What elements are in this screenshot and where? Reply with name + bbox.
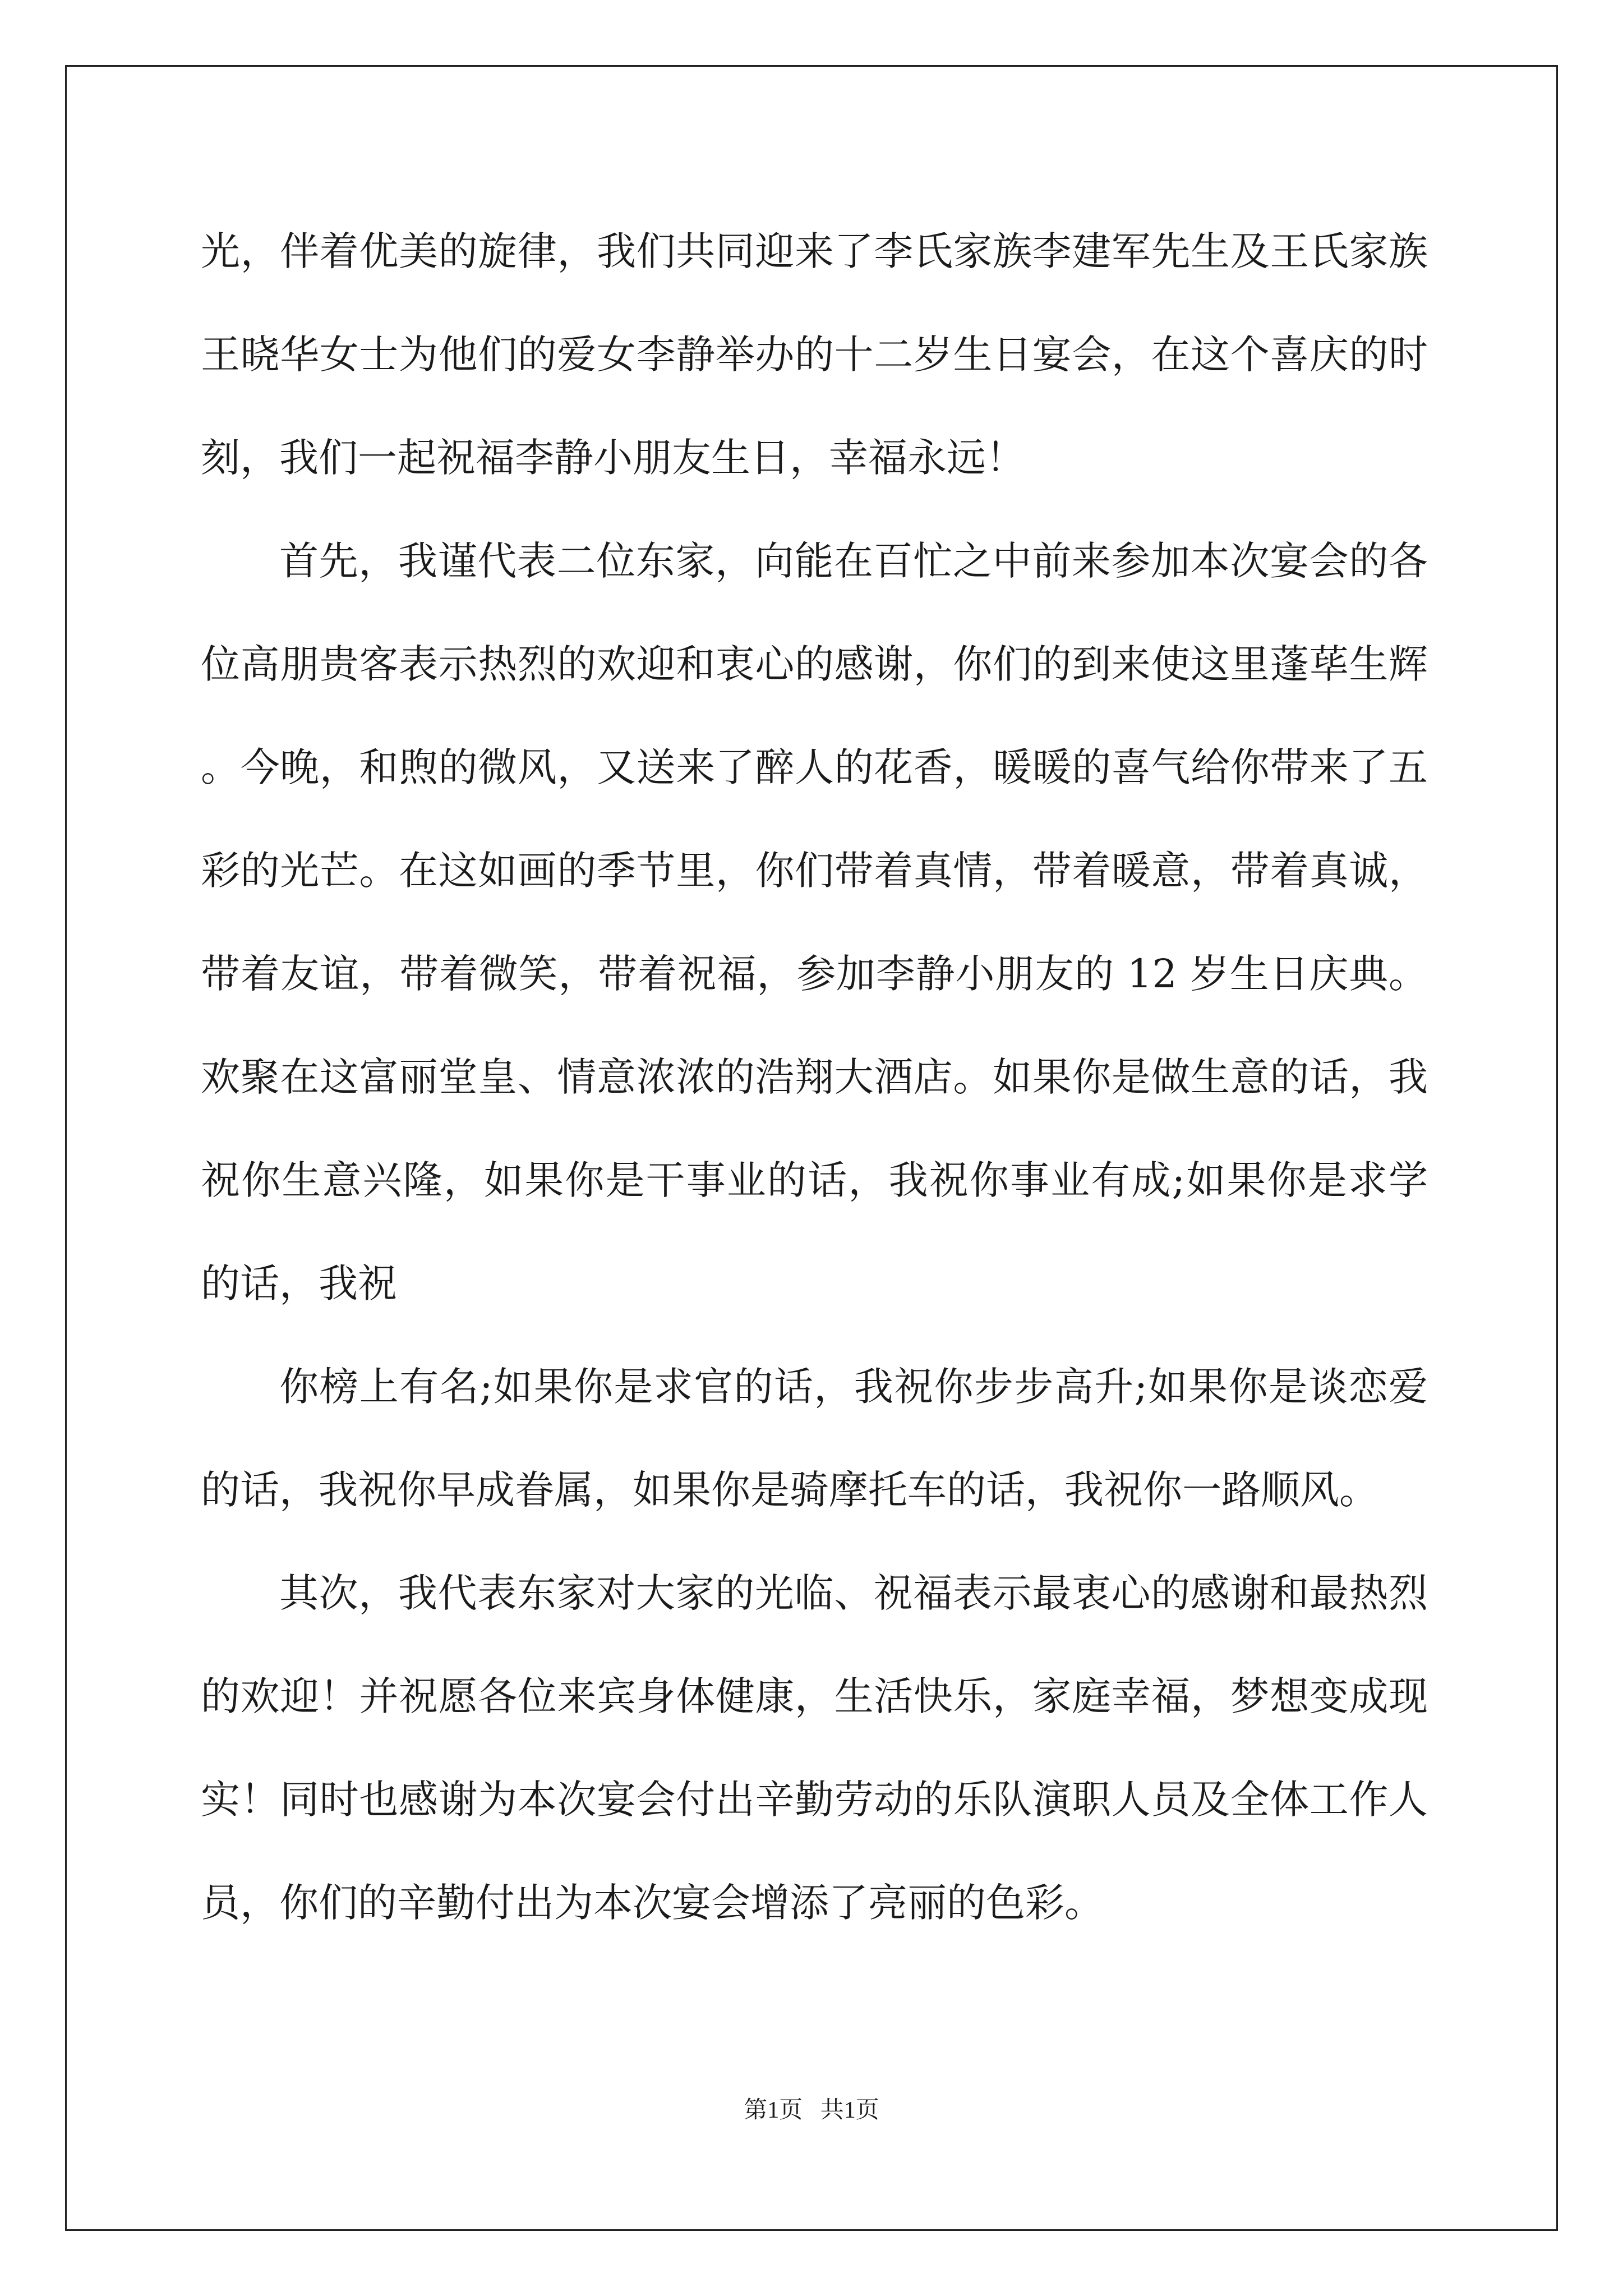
body-paragraph-1: 光，伴着优美的旋律，我们共同迎来了李氏家族李建军先生及王氏家族王晓华女士为他们的爱女李静举办的十二岁生日宴会，在这个喜庆的时刻，我们一起祝福李静小朋友生日，幸福永远！: [201, 228, 1428, 481]
body-paragraph-2: 首先，我谨代表二位东家，向能在百忙之中前来参加本次宴会的各位高朋贵客表示热烈的欢迎和衷心的感谢，你们的到来使这里蓬荜生辉。今晚，和煦的微风，又送来了醉人的花香，暖暖的喜气给你带来了五彩的光芒。在这如画的季节里，你们带着真情，带着暖意，带着真诚，带着友谊，带着微笑，带着祝福，参加李静小朋友的 12 岁生日庆典。欢聚在这富丽堂皇、情意浓浓的浩翔大酒店。如果你是做生意的话，我祝你生意兴隆，如果你是干事业的话，我祝你事业有成;如果你是求学的话，我祝: [201, 538, 1428, 1306]
page-number-footer: 第1页 共1页: [744, 2097, 879, 2123]
body-paragraph-4: 其次，我代表东家对大家的光临、祝福表示最衷心的感谢和最热烈的欢迎！并祝愿各位来宾身体健康，生活快乐，家庭幸福，梦想变成现实！同时也感谢为本次宴会付出辛勤劳动的乐队演职人员及全体工作人员，你们的辛勤付出为本次宴会增添了亮丽的色彩。: [201, 1570, 1428, 1926]
body-paragraph-3: 你榜上有名;如果你是求官的话，我祝你步步高升;如果你是谈恋爱的话，我祝你早成眷属，如果你是骑摩托车的话，我祝你一路顺风。: [201, 1364, 1428, 1513]
